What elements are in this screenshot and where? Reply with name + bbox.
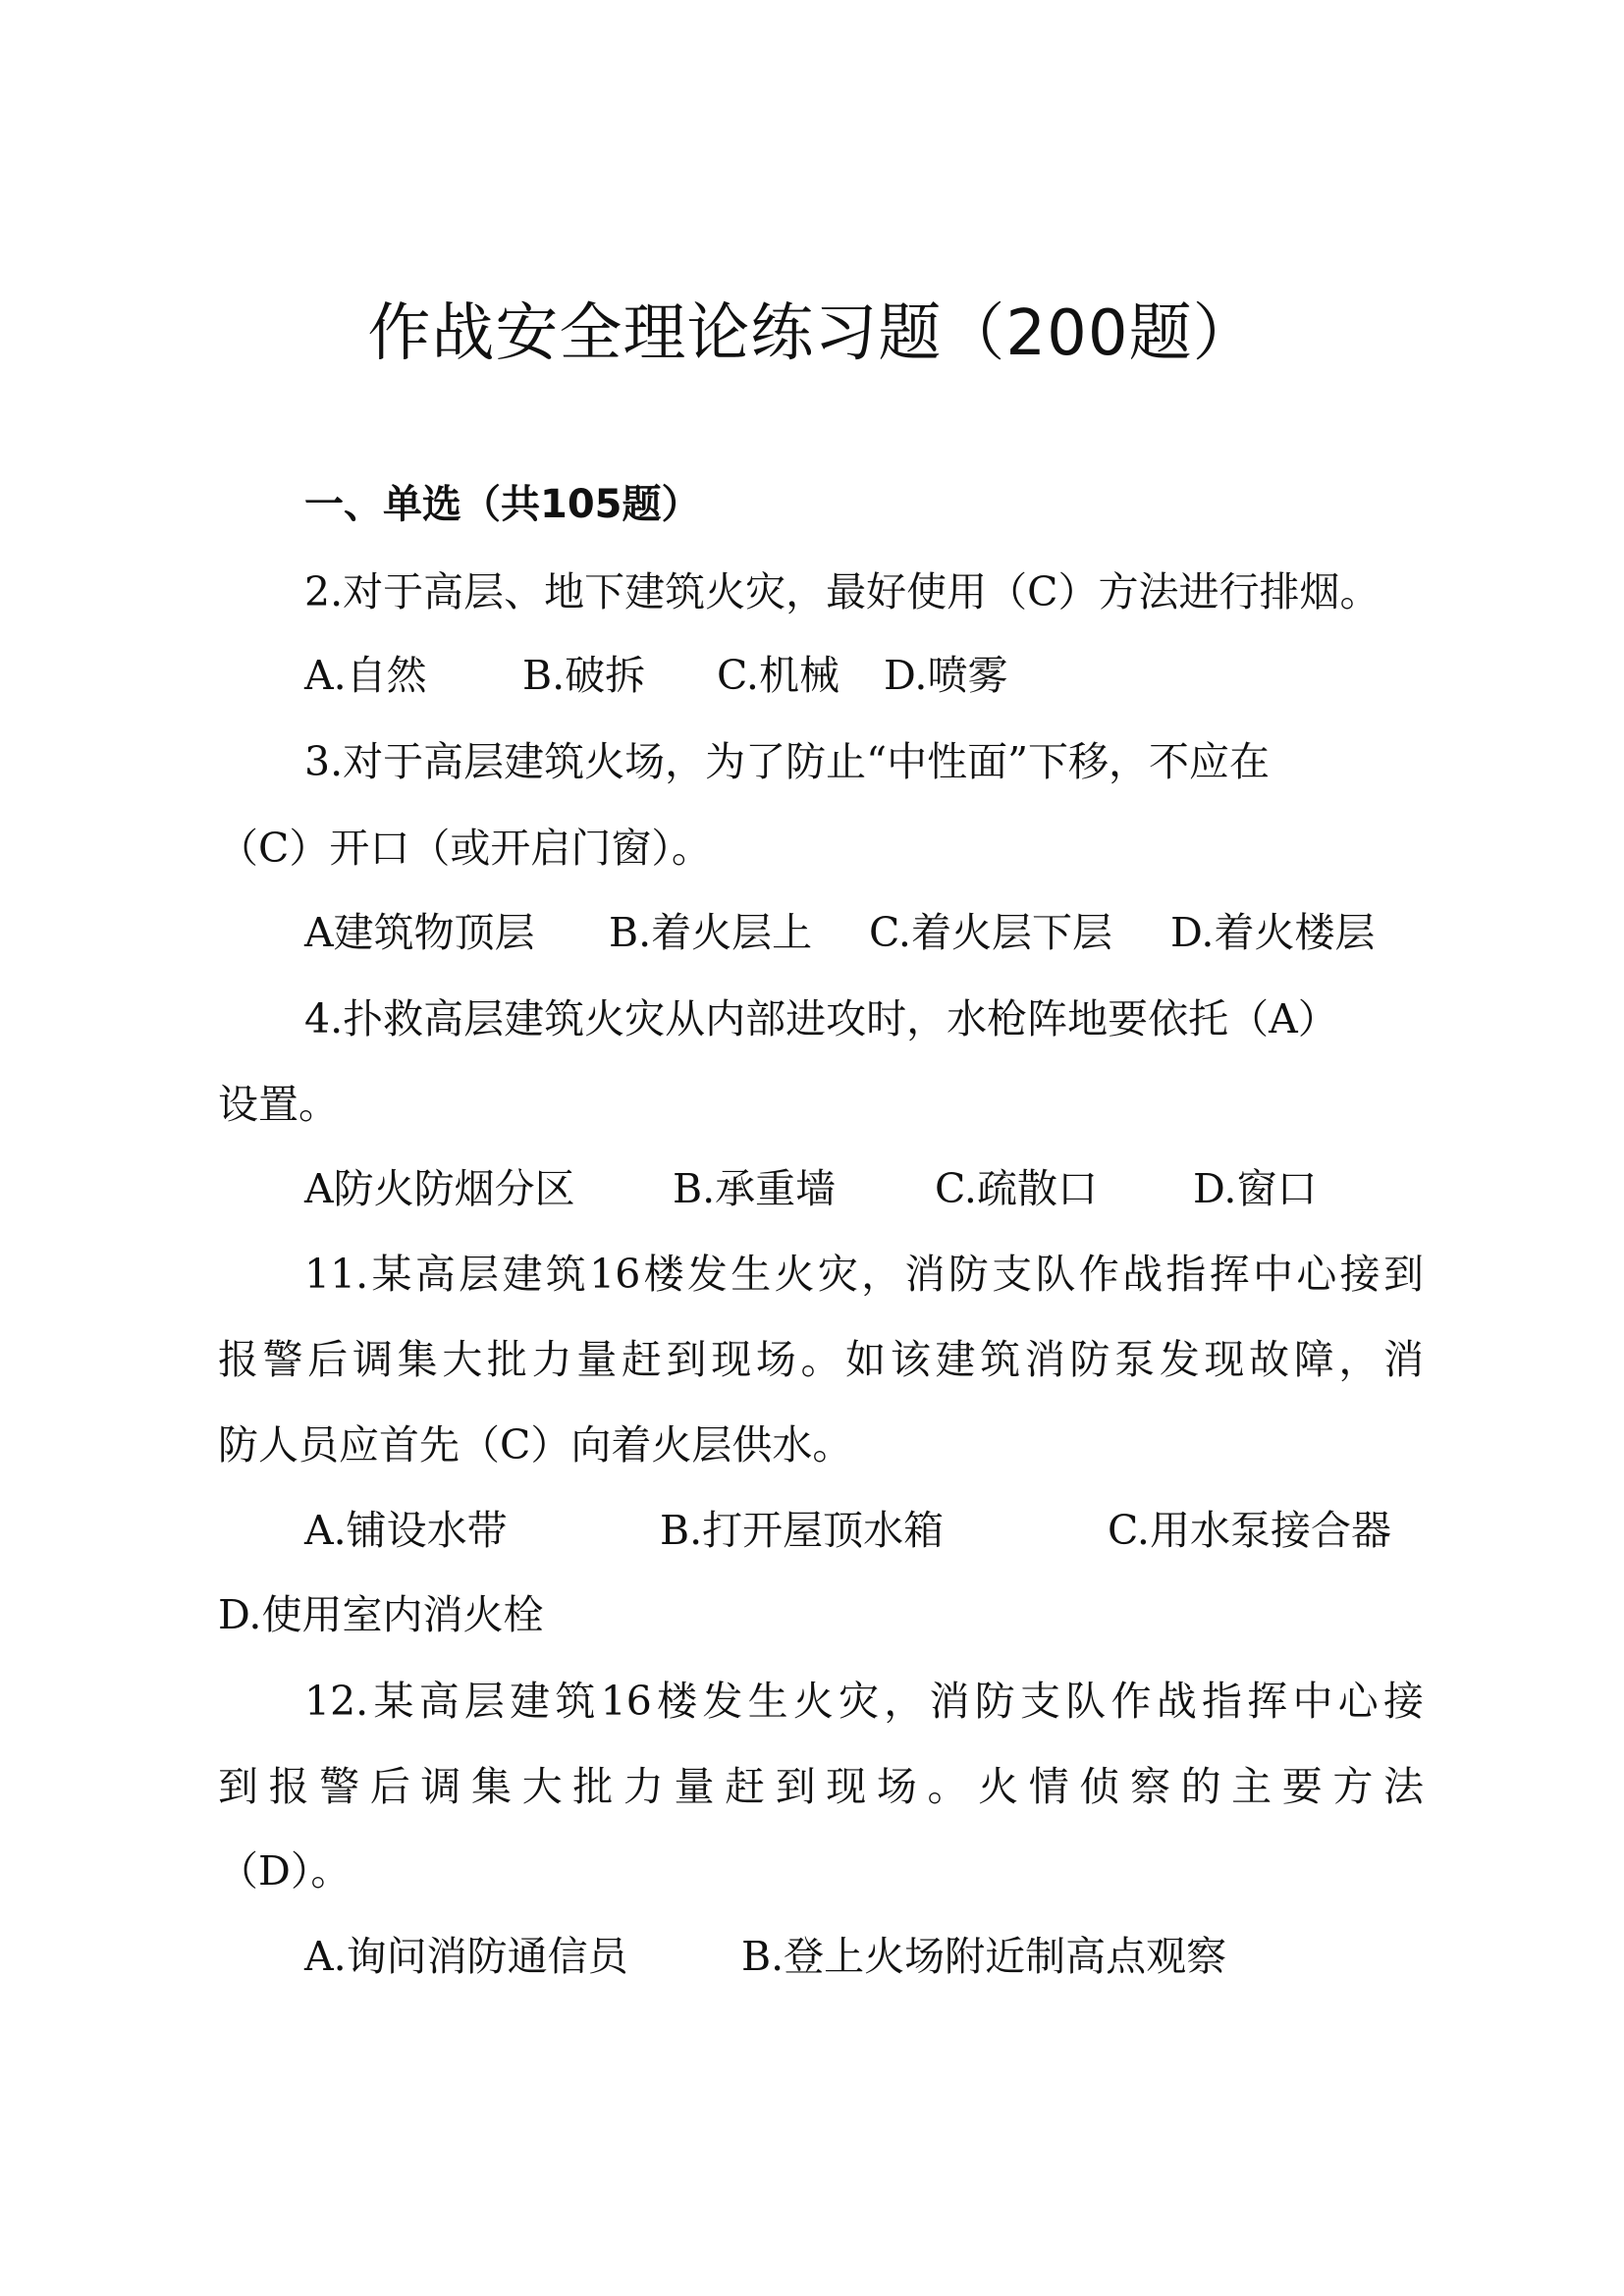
section-heading: 一、单选（共105题）	[304, 482, 701, 527]
question-stem-4-line-2: 设置。	[218, 1081, 339, 1128]
option-q11-a: A.铺设水带	[304, 1507, 508, 1554]
question-stem-11-line-1: 11.某高层建筑16楼发生火灾，消防支队作战指挥中心接到	[304, 1251, 1424, 1298]
question-stem-3-line-1: 3.对于高层建筑火场，为了防止“中性面”下移，不应在	[304, 738, 1271, 785]
option-q3-b: B.着火层上	[609, 909, 813, 956]
option-q2-d: D.喷雾	[884, 652, 1008, 699]
option-q2-b: B.破拆	[522, 652, 646, 699]
question-stem-12-line-1: 12.某高层建筑16楼发生火灾，消防支队作战指挥中心接	[304, 1678, 1424, 1725]
option-q3-d: D.着火楼层	[1170, 909, 1376, 956]
question-stem-12-line-2: 到报警后调集大批力量赶到现场。火情侦察的主要方法	[218, 1763, 1424, 1810]
question-stem-12-line-3: （D）。	[218, 1847, 352, 1895]
option-q2-c: C.机械	[717, 652, 839, 699]
question-stem-11-line-2: 报警后调集大批力量赶到现场。如该建筑消防泵发现故障，消	[218, 1336, 1424, 1383]
option-q3-c: C.着火层下层	[869, 909, 1112, 956]
option-q3-a: A建筑物顶层	[304, 909, 535, 956]
option-q4-b: B.承重墙	[673, 1165, 837, 1212]
option-q11-c: C.用水泵接合器	[1108, 1507, 1391, 1554]
option-q2-a: A.自然	[304, 652, 427, 699]
option-q11-d: D.使用室内消火栓	[218, 1591, 544, 1638]
option-q4-c: C.疏散口	[935, 1165, 1098, 1212]
option-q4-a: A防火防烟分区	[304, 1165, 575, 1212]
question-stem-11-line-3: 防人员应首先（C）向着火层供水。	[218, 1421, 853, 1468]
option-q12-a: A.询问消防通信员	[304, 1933, 628, 1980]
option-q11-b: B.打开屋顶水箱	[660, 1507, 945, 1554]
option-q12-b: B.登上火场附近制高点观察	[741, 1933, 1227, 1980]
question-stem-3-line-2: （C）开口（或开启门窗）。	[218, 825, 712, 872]
option-q4-d: D.窗口	[1193, 1165, 1318, 1212]
question-stem-2: 2.对于高层、地下建筑火灾，最好使用（C）方法进行排烟。	[304, 568, 1380, 615]
question-stem-4-line-1: 4.扑救高层建筑火灾从内部进攻时，水枪阵地要依托（A）	[304, 995, 1338, 1042]
document-title: 作战安全理论练习题（200题）	[367, 297, 1257, 370]
